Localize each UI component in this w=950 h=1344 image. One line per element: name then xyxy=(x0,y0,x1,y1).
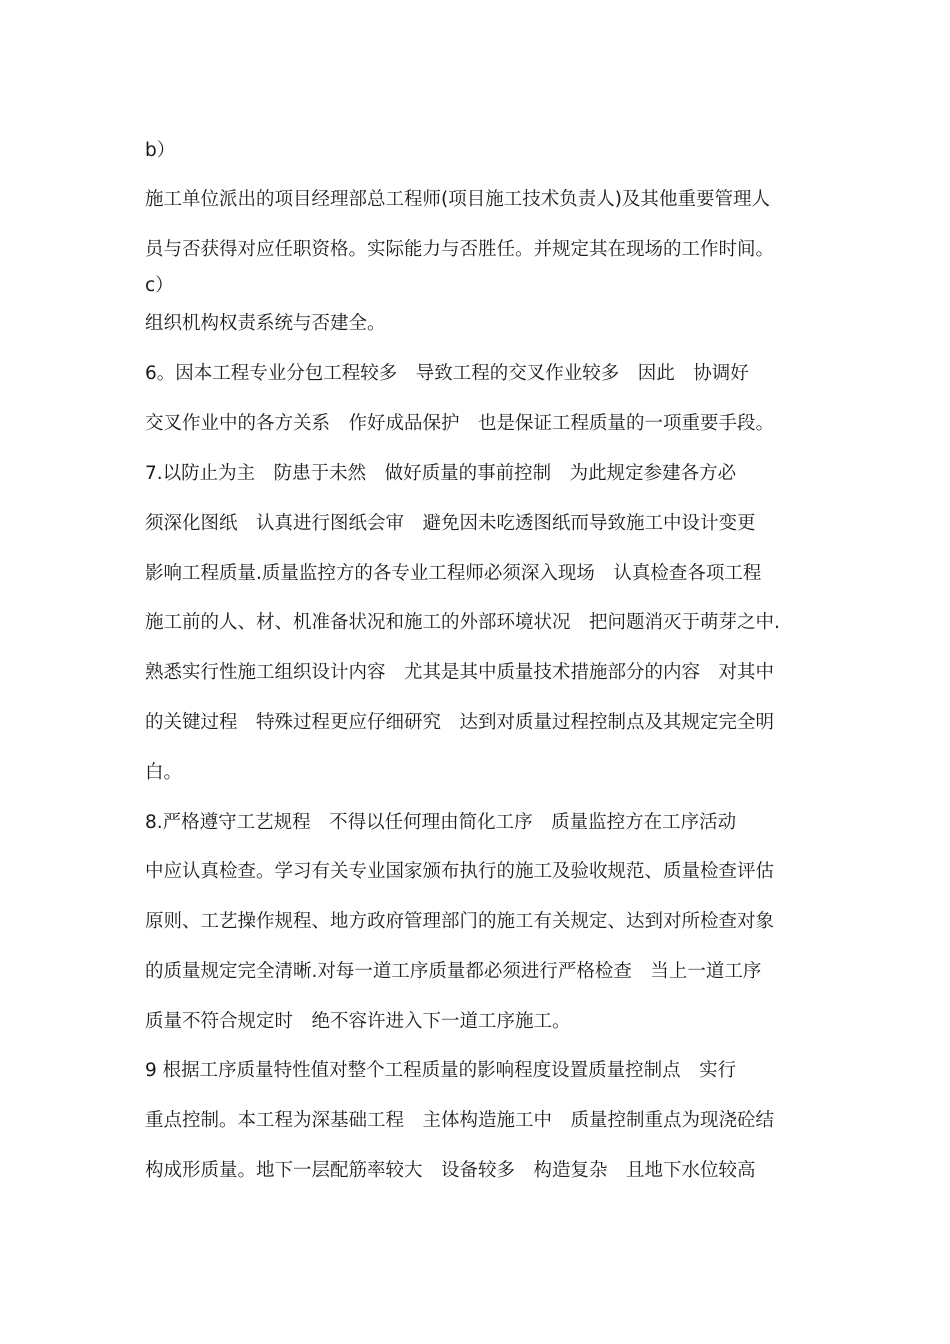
text-line: 的质量规定完全清晰.对每一道工序质量都必须进行严格检查 当上一道工序 xyxy=(145,961,762,982)
text-line: 重点控制。本工程为深基础工程 主体构造施工中 质量控制重点为现浇砼结 xyxy=(145,1110,775,1131)
text-line: 7.以防止为主 防患于未然 做好质量的事前控制 为此规定参建各方必 xyxy=(145,463,737,484)
text-line: c） xyxy=(145,275,174,296)
text-line: 施工前的人、材、机准备状况和施工的外部环境状况 把问题消灭于萌芽之中. xyxy=(145,612,780,633)
text-line: 9 根据工序质量特性值对整个工程质量的影响程度设置质量控制点 实行 xyxy=(145,1060,737,1081)
text-line: 构成形质量。地下一层配筋率较大 设备较多 构造复杂 且地下水位较高 xyxy=(145,1160,756,1181)
text-line: 须深化图纸 认真进行图纸会审 避免因未吃透图纸而导致施工中设计变更 xyxy=(145,513,756,534)
text-line: 熟悉实行性施工组织设计内容 尤其是其中质量技术措施部分的内容 对其中 xyxy=(145,662,775,683)
text-line: 6。因本工程专业分包工程较多 导致工程的交叉作业较多 因此 协调好 xyxy=(145,363,749,384)
text-line: b） xyxy=(145,140,176,161)
text-line: 质量不符合规定时 绝不容许进入下一道工序施工。 xyxy=(145,1011,571,1032)
text-line: 白。 xyxy=(145,762,183,783)
text-line: 的关键过程 特殊过程更应仔细研究 达到对质量过程控制点及其规定完全明 xyxy=(145,712,775,733)
text-line: 原则、工艺操作规程、地方政府管理部门的施工有关规定、达到对所检查对象 xyxy=(145,911,775,932)
text-line: 员与否获得对应任职资格。实际能力与否胜任。并规定其在现场的工作时间。 xyxy=(145,239,775,260)
text-line: 组织机构权责系统与否建全。 xyxy=(145,313,386,334)
text-line: 影响工程质量.质量监控方的各专业工程师必须深入现场 认真检查各项工程 xyxy=(145,563,762,584)
text-line: 8.严格遵守工艺规程 不得以任何理由简化工序 质量监控方在工序活动 xyxy=(145,812,737,833)
text-line: 施工单位派出的项目经理部总工程师(项目施工技术负责人)及其他重要管理人 xyxy=(145,189,770,210)
text-line: 中应认真检查。学习有关专业国家颁布执行的施工及验收规范、质量检查评估 xyxy=(145,861,775,882)
text-line: 交叉作业中的各方关系 作好成品保护 也是保证工程质量的一项重要手段。 xyxy=(145,413,775,434)
